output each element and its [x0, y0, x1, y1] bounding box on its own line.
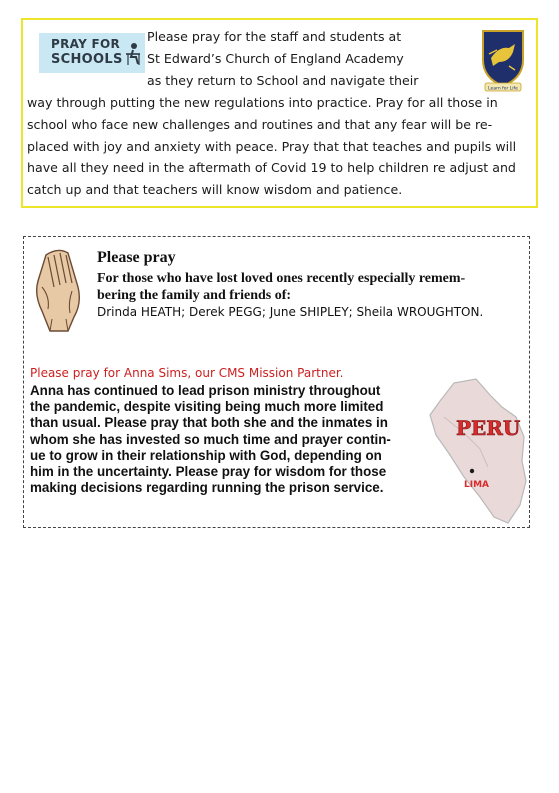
anna-line: than usual. Please pray that both she and the inmates in [30, 415, 388, 431]
school-prayer-box [21, 18, 538, 208]
paragraph-line: school who face new challenges and routines and that any fear will be re- [27, 116, 493, 132]
peru-map-image [424, 377, 529, 527]
bereaved-names: Drinda HEATH; Derek PEGG; June SHIPLEY; Sheila WROUGHTON. [97, 305, 484, 319]
crest-motto: Learn for Life [488, 86, 518, 92]
school-intro-line-3: as they return to School and navigate their [147, 73, 419, 88]
anna-line: making decisions regarding running the prison service. [30, 480, 384, 496]
please-pray-title: Please pray [97, 249, 176, 266]
pupil-desk-icon [125, 42, 141, 66]
map-country-label: PERU [456, 416, 521, 440]
lima-marker-icon [470, 469, 474, 473]
paragraph-line: have all they need in the aftermath of Covid 19 to help children re adjust and [27, 160, 516, 176]
paragraph-line: catch up and that teachers will know wisdom and patience. [27, 182, 403, 198]
logo-line-1: PRAY FOR [51, 37, 121, 51]
pray-for-schools-logo [39, 33, 145, 73]
paragraph-line: way through putting the new regulations into practice. Pray for all those in [27, 95, 498, 110]
anna-line: Anna has continued to lead prison ministry throughout [30, 383, 381, 398]
school-intro-line-1: Please pray for the staff and students at [147, 29, 402, 44]
bereaved-intro-line: bering the family and friends of: [97, 288, 292, 303]
anna-line: the pandemic, despite visiting being much more limited [30, 399, 384, 415]
logo-line-2: SCHOOLS [51, 52, 123, 67]
anna-heading: Please pray for Anna Sims, our CMS Mission Partner. [30, 366, 344, 380]
praying-hands-icon [28, 247, 92, 333]
school-intro-line-2: St Edward’s Church of England Academy [147, 51, 404, 66]
bereaved-intro [97, 270, 465, 304]
school-crest-logo [479, 28, 527, 92]
school-prayer-paragraph [27, 92, 516, 201]
paragraph-line: placed with joy and anxiety with peace. Pray that that teaches and pupils will [27, 138, 517, 154]
anna-line: whom she has invested so much time and prayer contin- [30, 431, 391, 447]
map-city-label: LIMA [464, 480, 490, 490]
anna-prayer-text [30, 383, 391, 496]
anna-line: ue to grow in their relationship with God, depending on [30, 447, 382, 463]
anna-line: him in the uncertainty. Please pray for wisdom for those [30, 464, 387, 480]
bereaved-intro-line: For those who have lost loved ones recently especially remem- [97, 271, 466, 286]
prayer-requests-box [23, 236, 530, 528]
